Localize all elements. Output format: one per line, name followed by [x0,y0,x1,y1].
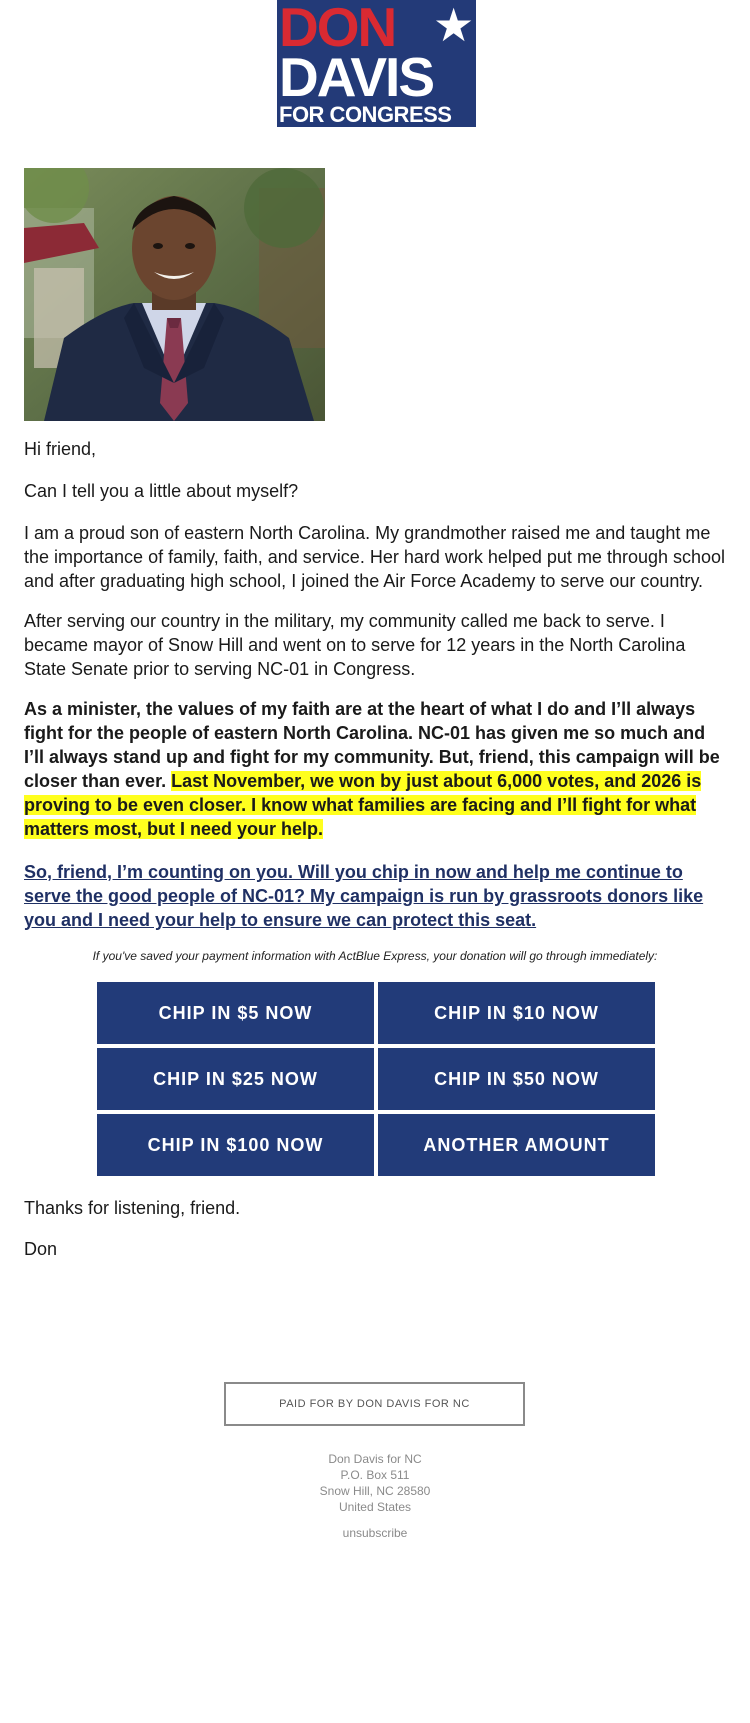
service-paragraph: After serving our country in the military, my community called me back to serve. I became mayor of Snow Hill and went on to serve for 12 years in the North Carolina State Senate prior to serving NC-01 in Congress. [24,611,686,679]
cta-paragraph[interactable] [24,860,729,932]
minister-paragraph [24,697,729,841]
logo-line-davis: DAVIS [279,46,434,108]
greeting: Hi friend, [24,439,97,459]
chip-in-25-button[interactable]: CHIP IN $25 NOW [97,1048,374,1110]
logo-line-don: DON [279,0,396,58]
unsubscribe-link[interactable]: unsubscribe [342,1526,408,1540]
address-line-org: Don Davis for NC [328,1452,422,1466]
address-line-city: Snow Hill, NC 28580 [319,1484,431,1498]
star-icon: ★ [433,0,475,51]
candidate-portrait [24,168,325,421]
intro-question: Can I tell you a little about myself? [24,481,299,501]
closing-line: Thanks for listening, friend. [24,1198,241,1218]
campaign-logo[interactable] [277,0,476,127]
logo-line-for-congress: FOR CONGRESS [279,102,452,127]
chip-in-5-button[interactable]: CHIP IN $5 NOW [97,982,374,1044]
another-amount-button[interactable]: ANOTHER AMOUNT [378,1114,655,1176]
paid-for-disclaimer: PAID FOR BY DON DAVIS FOR NC [224,1382,525,1426]
bio-paragraph: I am a proud son of eastern North Carolina. My grandmother raised me and taught me the importance of family, faith, and service. Her hard work helped put me through school and after graduating high school, I joined the Air Force Academy to serve our country. [24,523,726,591]
chip-in-50-button[interactable]: CHIP IN $50 NOW [378,1048,655,1110]
chip-in-100-button[interactable]: CHIP IN $100 NOW [97,1114,374,1176]
actblue-note: If you've saved your payment information with ActBlue Express, your donation will go through immediately: [92,949,658,963]
cta-link[interactable]: So, friend, I’m counting on you. Will you chip in now and help me continue to serve the good people of NC-01? My campaign is run by grassroots donors like you and I need your help to ensure we can protect this seat. [24,862,704,930]
minister-text: As a minister, the values of my faith are at the heart of what I do and I’ll always fight for the people of eastern North Carolina. NC-01 has given me so much and I’ll always stand up and fight for my community. But, friend, this campaign will be closer than ever. [24,699,720,791]
signature: Don [24,1239,58,1259]
address-line-box: P.O. Box 511 [340,1468,410,1482]
highlighted-text: Last November, we won by just about 6,000 votes, and 2026 is proving to be even closer. I know what families are facing and I’ll fight for what matters most, but I need your help. [24,771,702,839]
address-line-country: United States [338,1500,412,1514]
chip-in-10-button[interactable]: CHIP IN $10 NOW [378,982,655,1044]
